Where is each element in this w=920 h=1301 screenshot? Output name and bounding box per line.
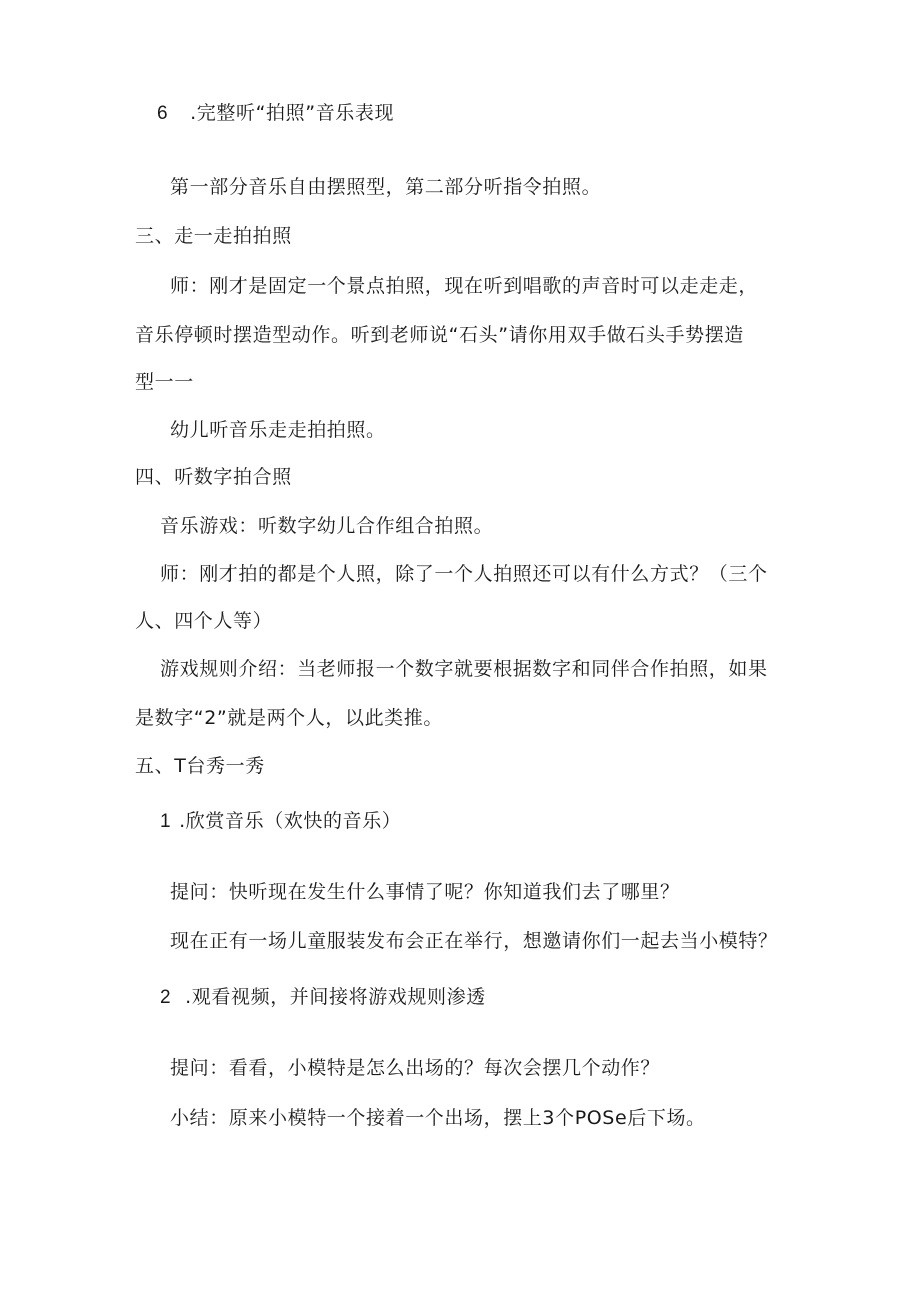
paragraph: 人、四个人等） xyxy=(135,610,273,632)
paragraph: 音乐停顿时摆造型动作。听到老师说“石头”请你用双手做石头手势摆造 xyxy=(135,324,744,346)
section-6-heading xyxy=(157,101,394,126)
paragraph: 提问：看看，小模特是怎么出场的？每次会摆几个动作？ xyxy=(170,1057,661,1079)
item-number: 1 xyxy=(160,811,172,832)
paragraph: 提问：快听现在发生什么事情了呢？你知道我们去了哪里？ xyxy=(170,881,680,903)
item-number: 6 xyxy=(157,103,169,124)
list-item-1 xyxy=(160,809,401,834)
paragraph: 现在正有一场儿童服装发布会正在举行，想邀请你们一起去当小模特？ xyxy=(170,930,778,952)
paragraph: 游戏规则介绍：当老师报一个数字就要根据数字和同伴合作拍照，如果 xyxy=(160,658,768,680)
item-text: .欣赏音乐（欢快的音乐） xyxy=(179,810,402,832)
section-heading-4: 四、听数字拍合照 xyxy=(135,466,292,488)
section-heading-5: 五、T台秀一秀 xyxy=(135,755,265,777)
item-number: 2 xyxy=(160,987,172,1008)
paragraph: 音乐游戏：听数字幼儿合作组合拍照。 xyxy=(160,515,494,537)
paragraph: 型一一 xyxy=(135,371,194,393)
paragraph: 师：刚才是固定一个景点拍照，现在听到唱歌的声音时可以走走走， xyxy=(170,275,759,297)
paragraph: 幼儿听音乐走走拍拍照。 xyxy=(170,419,386,441)
paragraph: 小结：原来小模特一个接着一个出场，摆上3个POSe后下场。 xyxy=(170,1107,706,1129)
paragraph: 第一部分音乐自由摆照型，第二部分听指令拍照。 xyxy=(170,176,602,198)
item-text: .观看视频，并间接将游戏规则渗透 xyxy=(185,986,486,1008)
item-text: .完整听“拍照”音乐表现 xyxy=(190,102,395,124)
paragraph: 师：刚才拍的都是个人照，除了一个人拍照还可以有什么方式？（三个 xyxy=(160,563,768,585)
section-heading-3: 三、走一走拍拍照 xyxy=(135,225,292,247)
list-item-2 xyxy=(160,985,486,1010)
paragraph: 是数字“2”就是两个人，以此类推。 xyxy=(135,707,443,729)
